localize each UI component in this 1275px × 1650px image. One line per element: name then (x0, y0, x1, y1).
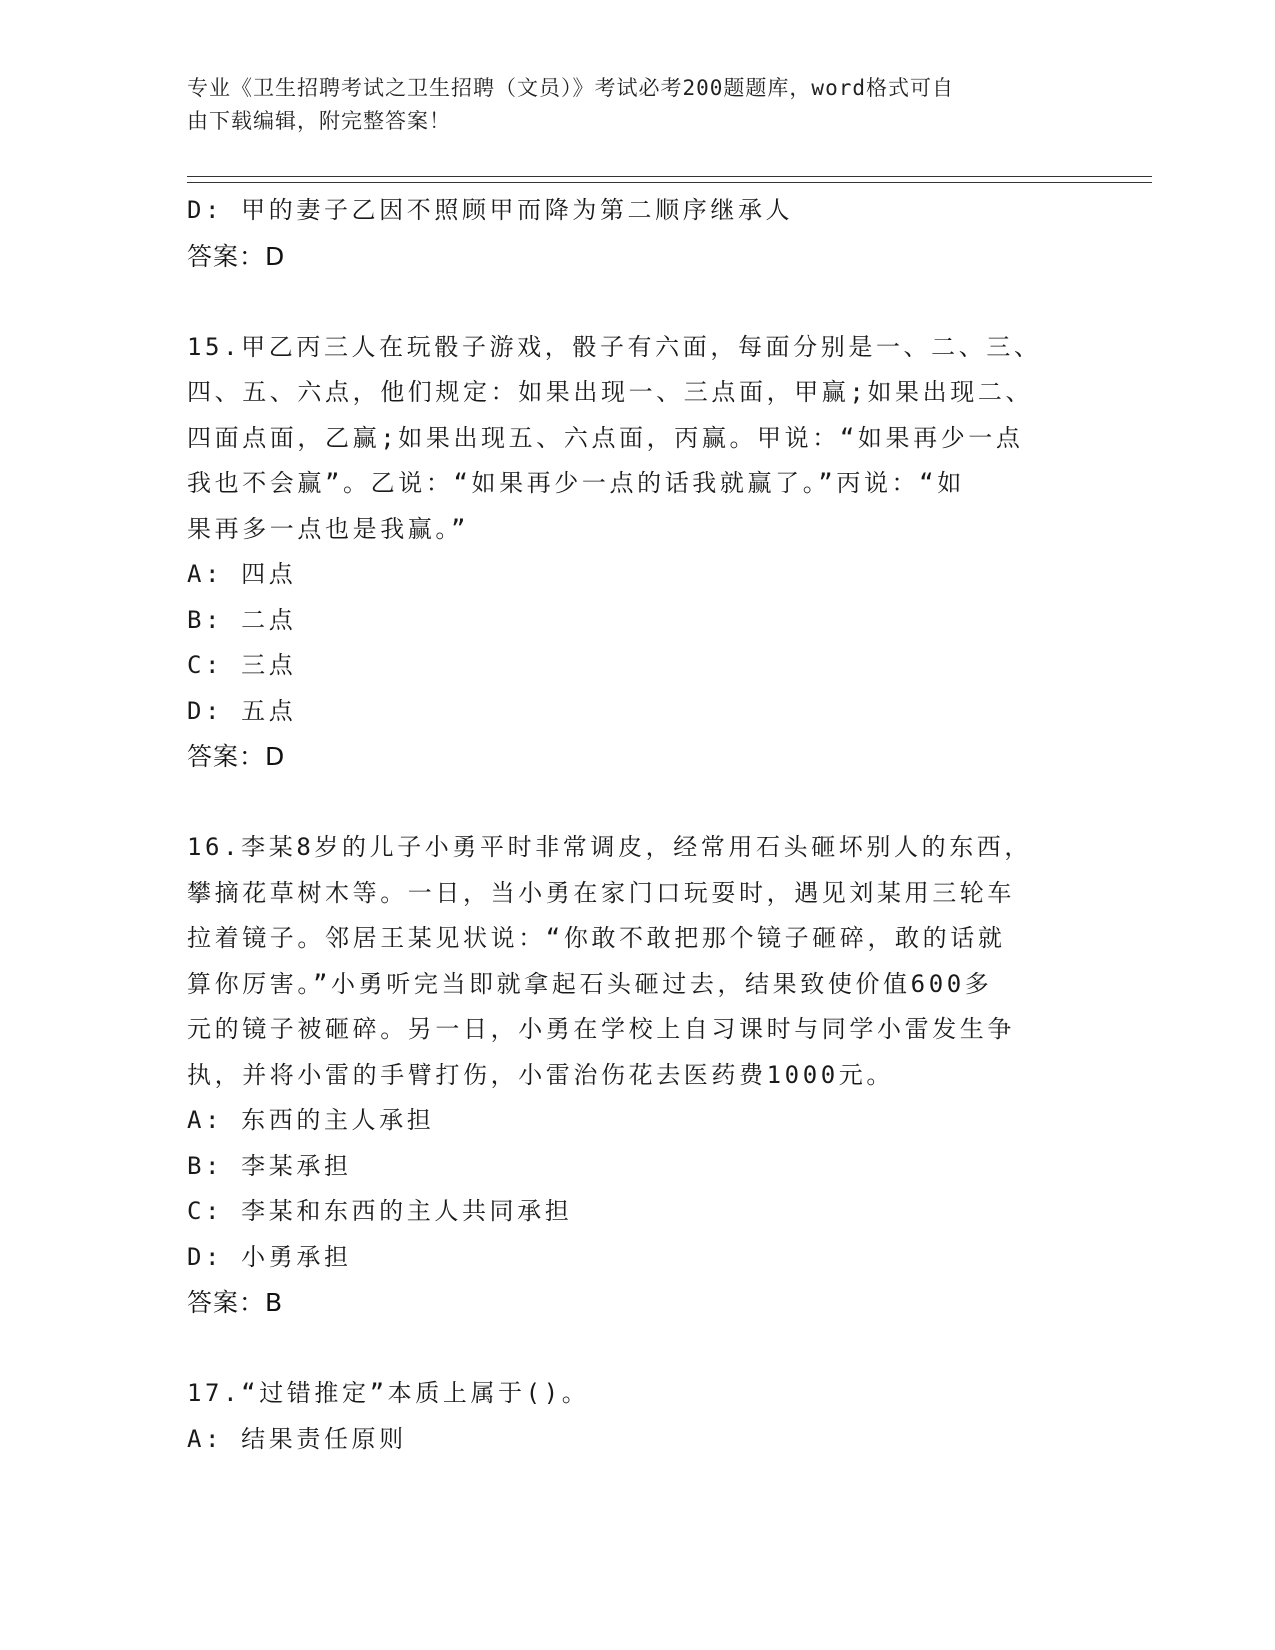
spacer (187, 780, 1067, 826)
option-c: C: 李某和东西的主人共同承担 (187, 1197, 573, 1225)
option-a: A: 东西的主人承担 (187, 1106, 435, 1134)
stem-line: 算你厉害。”小勇听完当即就拿起石头砸过去，结果致使价值600多 (187, 969, 993, 998)
answer-label: 答案：B (187, 1288, 284, 1317)
stem-line: 四、五、六点，他们规定：如果出现一、三点面，甲赢;如果出现二、 (187, 378, 1034, 406)
question-15-stem (187, 325, 1067, 553)
header-line-1: 专业《卫生招聘考试之卫生招聘（文员）》考试必考200题题库，word格式可自 (187, 76, 954, 100)
option-c: C: 三点 (187, 651, 297, 679)
header-divider (187, 176, 1152, 183)
header-line-2: 由下载编辑，附完整答案！ (187, 109, 451, 133)
stem-line: 攀摘花草树木等。一日，当小勇在家门口玩耍时，遇见刘某用三轮车 (187, 878, 1015, 907)
option-b: B: 二点 (187, 605, 297, 634)
question-17-stem (187, 1371, 1067, 1417)
option-a: A: 结果责任原则 (187, 1424, 407, 1453)
stem-line: 17.“过错推定”本质上属于()。 (187, 1379, 590, 1407)
question-16-stem (187, 825, 1067, 1098)
stem-line: 15.甲乙丙三人在玩骰子游戏，骰子有六面，每面分别是一、二、三、 (187, 332, 1042, 361)
spacer (187, 279, 1067, 325)
stem-line: 执，并将小雷的手臂打伤，小雷治伤花去医药费1000元。 (187, 1060, 894, 1089)
document-header (187, 72, 1067, 138)
stem-line: 拉着镜子。邻居王某见状说：“你敢不敢把那个镜子砸碎，敢的话就 (187, 924, 1006, 952)
option-d: D: 小勇承担 (187, 1242, 352, 1271)
option-b: B: 李某承担 (187, 1151, 352, 1180)
answer-label: 答案：D (187, 742, 286, 771)
answer-label: 答案：D (187, 241, 286, 271)
stem-line: 元的镜子被砸碎。另一日，小勇在学校上自习课时与同学小雷发生争 (187, 1015, 1015, 1043)
stem-line: 16.李某8岁的儿子小勇平时非常调皮，经常用石头砸坏别人的东西， (187, 833, 1032, 861)
stem-line: 我也不会赢”。乙说：“如果再少一点的话我就赢了。”丙说：“如 (187, 469, 965, 497)
stem-line: 四面点面，乙赢;如果出现五、六点面，丙赢。甲说：“如果再少一点 (187, 423, 1024, 452)
spacer (187, 1326, 1067, 1372)
stem-line: 果再多一点也是我赢。” (187, 514, 470, 543)
option-d: D: 五点 (187, 696, 297, 725)
question-list (187, 188, 1067, 1462)
option-d: D: 甲的妻子乙因不照顾甲而降为第二顺序继承人 (187, 196, 794, 224)
option-a: A: 四点 (187, 560, 297, 588)
